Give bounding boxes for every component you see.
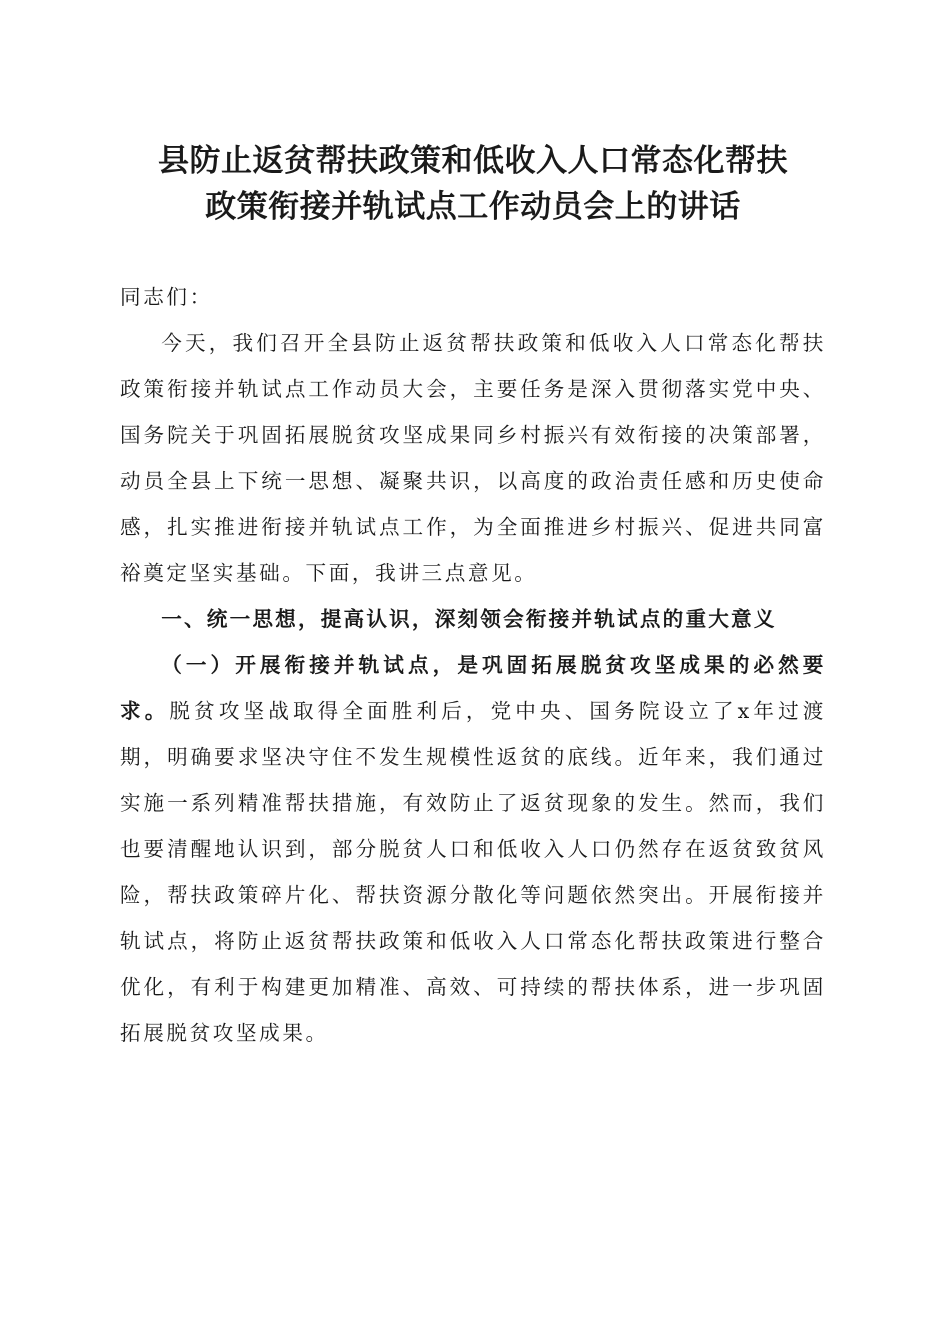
- section-1-1-paragraph: [120, 642, 826, 1056]
- document-page: [120, 0, 826, 1056]
- section-1-heading: 一、统一思想，提高认识，深刻领会衔接并轨试点的重大意义: [161, 607, 777, 631]
- salutation: 同志们：: [120, 285, 213, 309]
- title-line-2: 政策衔接并轨试点工作动员会上的讲话: [205, 189, 741, 225]
- section-1-1-body: 脱贫攻坚战取得全面胜利后，党中央、国务院设立了x年过渡期，明确要求坚决守住不发生规模性返贫的底线。近年来，我们通过实施一系列精准帮扶措施，有效防止了返贫现象的发生。然而，我们也要清醒地认识到，部分脱贫人口和低收入人口仍然存在返贫致贫风险，帮扶政策碎片化、帮扶资源分散化等问题依然突出。开展衔接并轨试点，将防止返贫帮扶政策和低收入人口常态化帮扶政策进行整合优化，有利于构建更加精准、高效、可持续的帮扶体系，进一步巩固拓展脱贫攻坚成果。: [120, 699, 827, 1045]
- document-title: [120, 138, 826, 230]
- document-body: [120, 274, 826, 1056]
- section-1-1-lead: （一）开展衔接并轨试点，是巩固拓展脱贫攻坚成果的必然要求。: [120, 653, 826, 723]
- title-line-1: 县防止返贫帮扶政策和低收入人口常态化帮扶: [158, 143, 788, 179]
- intro-paragraph: 今天，我们召开全县防止返贫帮扶政策和低收入人口常态化帮扶政策衔接并轨试点工作动员大会，主要任务是深入贯彻落实党中央、国务院关于巩固拓展脱贫攻坚成果同乡村振兴有效衔接的决策部署，动员全县上下统一思想、凝聚共识，以高度的政治责任感和历史使命感，扎实推进衔接并轨试点工作，为全面推进乡村振兴、促进共同富裕奠定坚实基础。下面，我讲三点意见。: [120, 331, 826, 585]
